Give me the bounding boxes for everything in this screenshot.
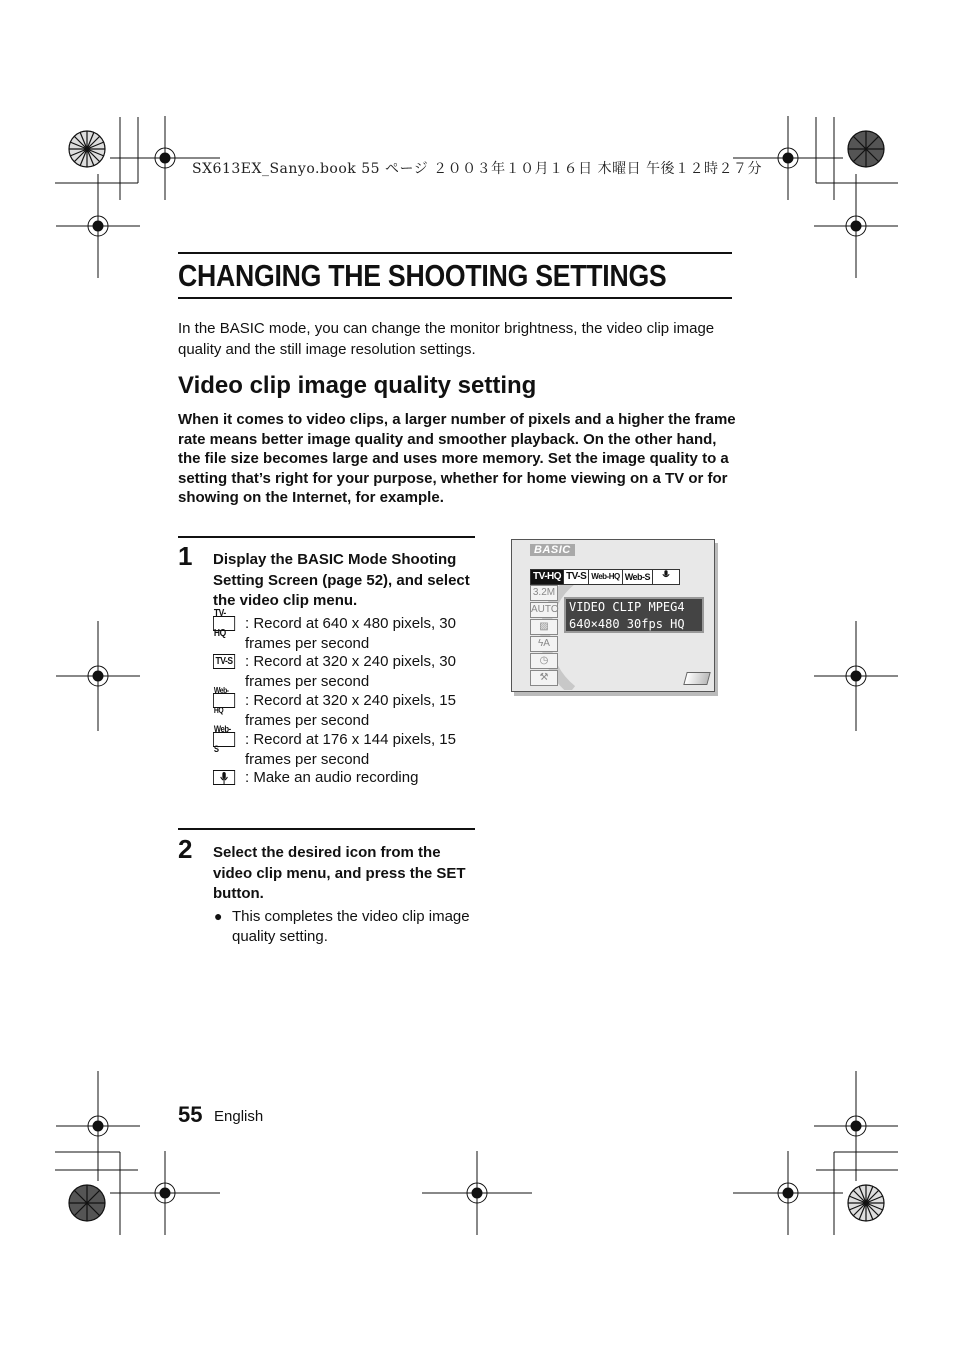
screen-tab-tv-hq: TV-HQ (531, 570, 564, 584)
option-text: : Record at 320 x 240 pixels, 30 frames per second (245, 653, 456, 690)
resolution-item: 3.2M (530, 585, 558, 601)
footer-language: English (214, 1108, 264, 1125)
screen-side-menu (530, 585, 558, 687)
option-text: : Record at 176 x 144 pixels, 15 frames per second (245, 731, 456, 768)
option-web-hq (213, 686, 475, 730)
option-web-s (213, 724, 475, 769)
web-hq-icon: Web-HQ (213, 693, 235, 708)
tv-s-icon: TV-S (213, 654, 235, 669)
screen-info-box (564, 597, 704, 633)
option-tv-s (213, 652, 475, 691)
wrench-icon: ⚒ (530, 670, 558, 686)
web-s-icon: Web-S (213, 732, 235, 747)
screen-tab-web-s: Web-S (623, 570, 653, 584)
option-text: : Make an audio recording (245, 769, 419, 786)
intro-text: In the BASIC mode, you can change the monitor brightness, the video clip image quality and the still image resolution settings. (178, 320, 715, 358)
title-rule-top (178, 252, 732, 254)
option-tv-hq (213, 608, 475, 653)
screen-tabs (530, 569, 680, 585)
step2-rule (178, 828, 475, 830)
battery-icon (683, 672, 710, 685)
screen-tab-tv-s: TV-S (564, 570, 589, 584)
print-header: SX613EX_Sanyo.book 55 ページ ２００３年１０月１６日 木曜日 午後１２時２７分 (192, 161, 763, 177)
section-heading: Video clip image quality setting (178, 372, 537, 399)
flash-icon: ϟA (530, 636, 558, 652)
option-audio (213, 768, 475, 788)
auto-item: AUTO (530, 602, 558, 618)
lead-paragraph: When it comes to video clips, a larger number of pixels and a higher the frame rate means better image quality and smoother playback. On the other hand, the file size becomes large and uses more memory. Set the image quality to a setting that’s right for your purpose, whether for home viewing on a TV or for showing on the Internet, for example. (178, 411, 736, 506)
microphone-icon (213, 770, 235, 785)
step1-title: Display the BASIC Mode Shooting Setting Screen (page 52), and select the video clip menu. (213, 551, 470, 609)
step2-number: 2 (178, 834, 193, 864)
option-text: : Record at 320 x 240 pixels, 15 frames per second (245, 692, 456, 729)
step2-bullet: This completes the video clip image quality setting. (232, 908, 470, 945)
step1-rule (178, 536, 475, 538)
scene-icon: ▨ (530, 619, 558, 635)
camera-screen (511, 539, 715, 692)
bullet-icon: ● (214, 908, 223, 924)
step2-title: Select the desired icon from the video clip menu, and press the SET button. (213, 844, 466, 902)
screen-tab-audio (653, 570, 679, 584)
step1-number: 1 (178, 541, 193, 571)
title-rule-bottom (178, 297, 732, 299)
page-number: 55 (178, 1102, 203, 1127)
page-title: CHANGING THE SHOOTING SETTINGS (178, 258, 667, 293)
screen-line1: VIDEO CLIP MPEG4 (569, 600, 685, 614)
screen-line2: 640×480 30fps HQ (569, 617, 685, 631)
screen-mode-label: BASIC (530, 544, 575, 556)
timer-icon: ◷ (530, 653, 558, 669)
option-text: : Record at 640 x 480 pixels, 30 frames per second (245, 615, 456, 652)
tv-hq-icon: TV-HQ (213, 616, 235, 631)
microphone-icon (662, 570, 670, 580)
screen-tab-web-hq: Web-HQ (589, 570, 622, 584)
